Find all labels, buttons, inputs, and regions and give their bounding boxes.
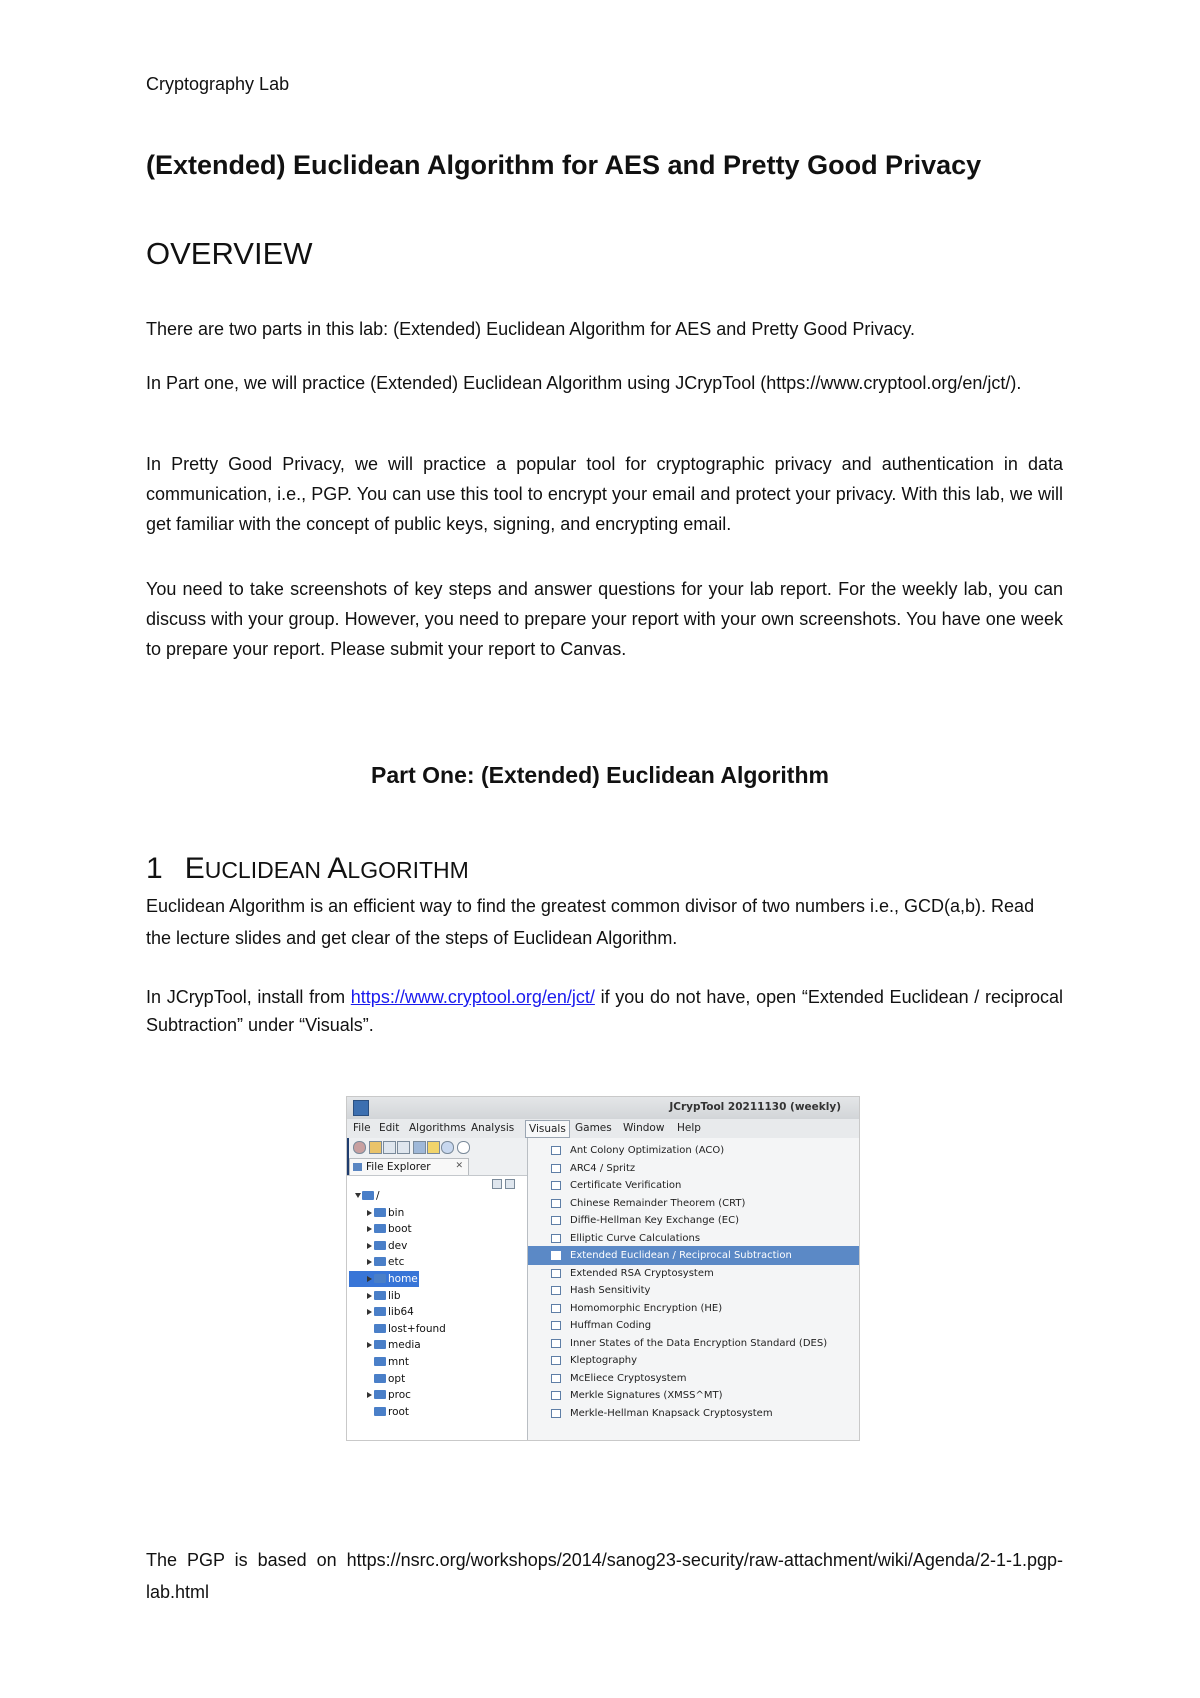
folder-icon bbox=[374, 1407, 386, 1416]
section-heading-cap-e: E bbox=[184, 852, 205, 885]
chevron-right-icon[interactable] bbox=[367, 1392, 372, 1398]
visuals-menu-item[interactable] bbox=[528, 1264, 860, 1283]
section-heading-cap-a: A bbox=[327, 852, 348, 885]
bulb-icon[interactable] bbox=[427, 1141, 440, 1154]
tree-item-proc[interactable] bbox=[349, 1387, 519, 1403]
open-icon[interactable] bbox=[369, 1141, 382, 1154]
section-1-intro: Euclidean Algorithm is an efficient way to find the greatest common divisor of two numbers i.e., GCD(a,b). Read the lecture slides and get clear of the steps of Euclidean Algorithm. bbox=[146, 896, 1035, 948]
install-paragraph bbox=[146, 983, 1063, 1039]
chevron-right-icon[interactable] bbox=[367, 1293, 372, 1299]
visuals-menu-item-label: Inner States of the Data Encryption Standard (DES) bbox=[570, 1337, 828, 1349]
install-text-pre: In JCrypTool, install from bbox=[146, 987, 351, 1007]
tree-item-media[interactable] bbox=[349, 1337, 519, 1353]
visuals-menu-item-label: Merkle Signatures (XMSS^MT) bbox=[570, 1390, 723, 1401]
visuals-menu-item[interactable] bbox=[528, 1246, 860, 1265]
document-title: (Extended) Euclidean Algorithm for AES and Pretty Good Privacy bbox=[146, 150, 982, 180]
chevron-right-icon[interactable] bbox=[367, 1309, 372, 1315]
visuals-menu-item[interactable] bbox=[528, 1176, 860, 1195]
app-title: JCrypTool 20211130 (weekly) bbox=[669, 1101, 841, 1113]
chevron-right-icon[interactable] bbox=[367, 1342, 372, 1348]
tree-item-root-dir[interactable] bbox=[349, 1188, 519, 1204]
tree-item-label: etc bbox=[388, 1256, 405, 1269]
pgp-source-note: The PGP is based on https://nsrc.org/workshops/2014/sanog23-security/raw-attachment/wiki/Agenda/2-1-1.pgp-lab.html bbox=[146, 1550, 1063, 1602]
visuals-menu-item-label: Chinese Remainder Theorem (CRT) bbox=[570, 1197, 746, 1209]
tree-item-label: lib bbox=[388, 1289, 401, 1302]
section-1-heading bbox=[146, 852, 469, 886]
window-icon[interactable] bbox=[413, 1141, 426, 1154]
tree-item-label: media bbox=[388, 1339, 421, 1352]
menu-analysis[interactable]: Analysis bbox=[471, 1122, 515, 1134]
visuals-menu-item[interactable] bbox=[528, 1141, 860, 1160]
visuals-menu-item[interactable] bbox=[528, 1194, 860, 1213]
visuals-menu-item[interactable] bbox=[528, 1351, 860, 1370]
chevron-down-icon[interactable] bbox=[355, 1193, 361, 1198]
window-titlebar bbox=[347, 1097, 859, 1119]
close-icon[interactable]: ✕ bbox=[455, 1161, 463, 1171]
save-icon[interactable] bbox=[383, 1141, 396, 1154]
menu-help[interactable]: Help bbox=[677, 1122, 701, 1134]
tree-item-opt[interactable] bbox=[349, 1371, 519, 1387]
save-all-icon[interactable] bbox=[397, 1141, 410, 1154]
part-one-heading: Part One: (Extended) Euclidean Algorithm bbox=[371, 762, 829, 788]
tree-item-label: lost+found bbox=[388, 1322, 446, 1335]
visuals-menu-item-label: Ant Colony Optimization (ACO) bbox=[570, 1145, 725, 1156]
menu-file[interactable]: File bbox=[353, 1122, 371, 1134]
folder-icon bbox=[374, 1241, 386, 1250]
visuals-menu-item-label: Huffman Coding bbox=[570, 1320, 652, 1331]
menu-edit[interactable]: Edit bbox=[379, 1122, 400, 1134]
window-icon bbox=[551, 1146, 561, 1155]
visuals-menu-item-label: Hash Sensitivity bbox=[570, 1285, 651, 1296]
chevron-right-icon[interactable] bbox=[367, 1243, 372, 1249]
window-icon bbox=[551, 1181, 561, 1190]
visuals-menu-item-label: Diffie-Hellman Key Exchange (EC) bbox=[570, 1215, 739, 1226]
window-icon bbox=[551, 1199, 561, 1208]
tree-item-dev[interactable] bbox=[349, 1238, 519, 1254]
folder-icon bbox=[374, 1307, 386, 1316]
window-icon bbox=[551, 1286, 561, 1295]
section-heading-rest-2: LGORITHM bbox=[347, 857, 469, 883]
overview-paragraph-2: In Part one, we will practice (Extended) Euclidean Algorithm using JCrypTool (https://www.cryptool.org/en/jct/). bbox=[146, 373, 1022, 393]
chevron-right-icon[interactable] bbox=[367, 1276, 372, 1282]
menu-algorithms[interactable]: Algorithms bbox=[409, 1122, 466, 1134]
overview-paragraph-4: You need to take screenshots of key steps and answer questions for your lab report. For the weekly lab, you can discuss with your group. However, you need to prepare your report with your own screenshots. You have one week to prepare your report. Please submit your report to Canvas. bbox=[146, 579, 1063, 659]
search-icon[interactable] bbox=[457, 1141, 470, 1154]
tree-item-label: dev bbox=[388, 1239, 408, 1252]
new-icon[interactable] bbox=[353, 1141, 366, 1154]
jcryptool-link[interactable]: https://www.cryptool.org/en/jct/ bbox=[350, 987, 595, 1007]
tree-item-root[interactable] bbox=[349, 1404, 519, 1420]
visuals-menu-item-label: Elliptic Curve Calculations bbox=[570, 1232, 701, 1244]
visuals-menu-item[interactable] bbox=[528, 1159, 860, 1178]
install-text-post: if you do not have, open “Extended Euclidean / reciprocal Subtraction” under “Visuals”. bbox=[146, 987, 1064, 1035]
menu-visuals[interactable]: Visuals bbox=[525, 1120, 570, 1138]
visuals-menu-item[interactable] bbox=[528, 1211, 860, 1230]
toolbar bbox=[347, 1138, 527, 1156]
visuals-menu-item[interactable] bbox=[528, 1386, 860, 1405]
visuals-menu-item-label: Kleptography bbox=[570, 1355, 638, 1366]
explorer-tab-label: File Explorer bbox=[366, 1161, 431, 1173]
window-icon bbox=[551, 1356, 561, 1365]
visuals-menu-item[interactable] bbox=[528, 1334, 860, 1353]
tree-item-label: home bbox=[388, 1273, 418, 1285]
tree-item-home[interactable] bbox=[349, 1271, 419, 1287]
chevron-right-icon[interactable] bbox=[367, 1259, 372, 1265]
overview-paragraph-3: In Pretty Good Privacy, we will practice a popular tool for cryptographic privacy and authentication in data communication, i.e., PGP. You can use this tool to encrypt your email and protect your privacy. With this lab, we will get familiar with the concept of public keys, signing, and encrypting email. bbox=[146, 454, 1063, 534]
visuals-menu-item-label: Certificate Verification bbox=[570, 1180, 682, 1191]
help-icon[interactable] bbox=[441, 1141, 454, 1154]
file-explorer-tab[interactable] bbox=[349, 1158, 469, 1176]
chevron-right-icon[interactable] bbox=[367, 1210, 372, 1216]
visuals-menu-item-label: Homomorphic Encryption (HE) bbox=[570, 1302, 723, 1314]
tree-item-label: proc bbox=[388, 1389, 411, 1402]
window-icon bbox=[551, 1304, 561, 1313]
tree-item-label: root bbox=[388, 1405, 410, 1418]
folder-icon bbox=[374, 1224, 386, 1233]
folder-icon bbox=[362, 1191, 374, 1200]
tree-item-label: bin bbox=[388, 1206, 405, 1219]
visuals-menu-item[interactable] bbox=[528, 1281, 860, 1300]
window-icon bbox=[551, 1164, 561, 1173]
folder-icon bbox=[374, 1374, 386, 1383]
app-icon bbox=[353, 1100, 369, 1116]
section-number: 1 bbox=[146, 852, 163, 885]
window-icon bbox=[551, 1321, 561, 1330]
tree-item-mnt[interactable] bbox=[349, 1354, 519, 1370]
visuals-menu-item-label: ARC4 / Spritz bbox=[570, 1162, 636, 1174]
menu-games[interactable]: Games bbox=[575, 1122, 612, 1134]
visuals-menu-item[interactable] bbox=[528, 1299, 860, 1318]
page-header: Cryptography Lab bbox=[146, 74, 290, 94]
section-heading-rest-1: UCLIDEAN bbox=[204, 857, 328, 883]
window-icon bbox=[551, 1269, 561, 1278]
window-icon bbox=[551, 1339, 561, 1348]
file-tree bbox=[347, 1175, 527, 1441]
folder-icon bbox=[374, 1208, 386, 1217]
visuals-menu-item-label: Extended RSA Cryptosystem bbox=[570, 1267, 714, 1279]
tree-item-label: / bbox=[376, 1190, 380, 1202]
window-icon bbox=[551, 1251, 561, 1260]
explorer-icon bbox=[353, 1163, 362, 1171]
tree-item-lib64[interactable] bbox=[349, 1304, 519, 1320]
tree-item-label: boot bbox=[388, 1223, 412, 1236]
overview-heading: OVERVIEW bbox=[146, 236, 313, 271]
tree-item-label: lib64 bbox=[388, 1306, 414, 1319]
tree-item-etc[interactable] bbox=[349, 1254, 519, 1270]
folder-icon bbox=[374, 1324, 386, 1333]
folder-icon bbox=[374, 1291, 386, 1300]
window-icon bbox=[551, 1391, 561, 1400]
folder-icon bbox=[374, 1274, 386, 1283]
window-icon bbox=[551, 1409, 561, 1418]
folder-icon bbox=[374, 1357, 386, 1366]
window-icon bbox=[551, 1234, 561, 1243]
tree-item-lost-found[interactable] bbox=[349, 1321, 519, 1337]
folder-icon bbox=[374, 1390, 386, 1399]
folder-icon bbox=[374, 1340, 386, 1349]
visuals-menu-item-label: Extended Euclidean / Reciprocal Subtraction bbox=[570, 1250, 792, 1261]
visuals-menu-item[interactable] bbox=[528, 1404, 860, 1423]
tree-item-boot[interactable] bbox=[349, 1221, 519, 1237]
chevron-right-icon[interactable] bbox=[367, 1226, 372, 1232]
menu-window[interactable]: Window bbox=[623, 1122, 665, 1134]
tree-item-bin[interactable] bbox=[349, 1205, 519, 1221]
visuals-menu-item[interactable] bbox=[528, 1369, 860, 1388]
window-icon bbox=[551, 1374, 561, 1383]
visuals-menu-item[interactable] bbox=[528, 1316, 860, 1335]
visuals-menu-item[interactable] bbox=[528, 1229, 860, 1248]
window-icon bbox=[551, 1216, 561, 1225]
jcryptool-screenshot bbox=[346, 1096, 860, 1441]
visuals-menu-item-label: McEliece Cryptosystem bbox=[570, 1372, 687, 1384]
visuals-dropdown bbox=[527, 1138, 860, 1440]
tree-item-label: mnt bbox=[388, 1356, 409, 1368]
visuals-menu-item-label: Merkle-Hellman Knapsack Cryptosystem bbox=[570, 1407, 773, 1419]
tree-item-lib[interactable] bbox=[349, 1288, 519, 1304]
overview-paragraph-1: There are two parts in this lab: (Extended) Euclidean Algorithm for AES and Pretty Good Privacy. bbox=[146, 319, 916, 339]
tree-item-label: opt bbox=[388, 1372, 406, 1385]
folder-icon bbox=[374, 1257, 386, 1266]
menubar bbox=[347, 1119, 859, 1138]
